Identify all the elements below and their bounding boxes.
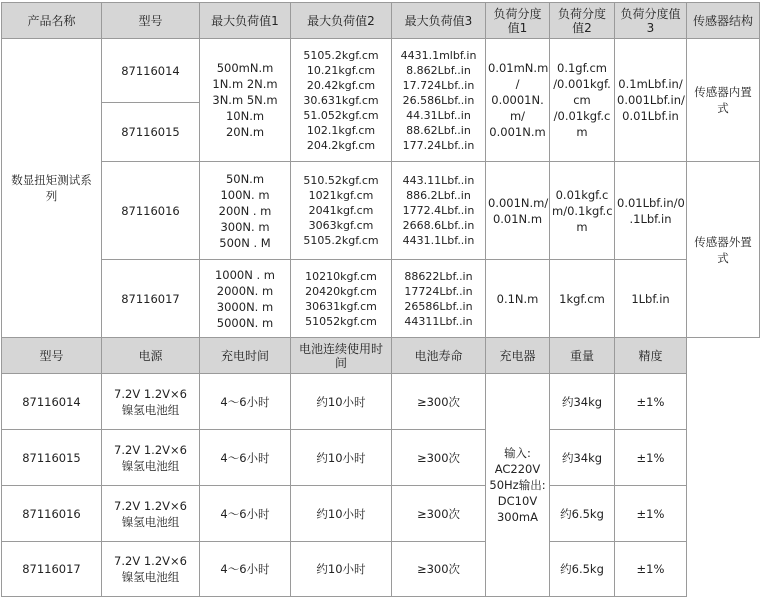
accuracy-cell: ±1% (615, 374, 687, 430)
battery-life-cell: ≥300次 (392, 542, 486, 597)
header-max-load-2: 最大负荷值2 (291, 3, 392, 39)
max-load-1-cell (200, 162, 291, 260)
sensor-structure-cell: 传感器内置 式 (687, 39, 760, 162)
header-product-name: 产品名称 (2, 3, 102, 39)
max-load-2-cell: 10210kgf.cm 20420kgf.cm 30631kgf.cm 51052kgf.cm (291, 260, 392, 338)
division-2-cell: 0.01kgf.c m/0.1kgf.c m (550, 162, 615, 260)
division-1-cell: 0.001N.m/ 0.01N.m (486, 162, 550, 260)
charge-time-cell: 4～6小时 (200, 486, 291, 542)
max-load-3-cell: 443.11Lbf..in 886.2Lbf..in 1772.4Lbf..in 2668.6Lbf..in 4431.1Lbf..in (392, 162, 486, 260)
header-division-2: 负荷分度 值2 (550, 3, 615, 39)
weight-cell: 约34kg (550, 430, 615, 486)
header2-battery-life: 电池寿命 (392, 338, 486, 374)
model-cell: 87116016 (2, 486, 102, 542)
division-3-cell: 1Lbf.in (615, 260, 687, 338)
accuracy-cell: ±1% (615, 542, 687, 597)
header-division-3: 负荷分度值 3 (615, 3, 687, 39)
table-row (2, 542, 760, 597)
charge-time-cell: 4～6小时 (200, 374, 291, 430)
division-3-cell: 0.01Lbf.in/0 .1Lbf.in (615, 162, 687, 260)
sensor-structure-cell: 传感器外置 式 (687, 162, 760, 338)
table-row (2, 260, 760, 338)
power-cell: 7.2V 1.2V×6 镍氢电池组 (102, 374, 200, 430)
weight-cell: 约34kg (550, 374, 615, 430)
max-load-1-text: 50N.m 100N. m 200N . m 300N. m 500N . M (218, 171, 272, 250)
torque-spec-table (1, 2, 760, 597)
power-cell: 7.2V 1.2V×6 镍氢电池组 (102, 542, 200, 597)
model-cell: 87116015 (102, 103, 200, 162)
header-max-load-1: 最大负荷值1 (200, 3, 291, 39)
header2-model: 型号 (2, 338, 102, 374)
max-load-1-text: 1000N . m 2000N. m 3000N. m 5000N. m (214, 267, 276, 330)
model-cell: 87116015 (2, 430, 102, 486)
max-load-2-cell: 5105.2kgf.cm 10.21kgf.cm 20.42kgf.cm 30.631kgf.cm 51.052kgf.cm 102.1kgf.cm 204.2kgf.cm (291, 39, 392, 162)
battery-use-cell: 约10小时 (291, 374, 392, 430)
header2-charge-time: 充电时间 (200, 338, 291, 374)
max-load-1-text: 500mN.m 1N.m 2N.m 3N.m 5N.m 10N.m 20N.m (212, 61, 278, 139)
division-2-cell: 1kgf.cm (550, 260, 615, 338)
power-cell: 7.2V 1.2V×6 镍氢电池组 (102, 486, 200, 542)
model-cell: 87116014 (2, 374, 102, 430)
header2-battery-use: 电池连续使用时 间 (291, 338, 392, 374)
spec-header-row (2, 3, 760, 39)
power-header-row (2, 338, 760, 374)
battery-use-cell: 约10小时 (291, 486, 392, 542)
accuracy-cell: ±1% (615, 430, 687, 486)
model-cell: 87116014 (102, 39, 200, 103)
power-cell: 7.2V 1.2V×6 镍氢电池组 (102, 430, 200, 486)
table-row (2, 39, 760, 103)
battery-life-cell: ≥300次 (392, 374, 486, 430)
battery-use-cell: 约10小时 (291, 430, 392, 486)
max-load-1-cell (200, 39, 291, 162)
max-load-3-cell: 88622Lbf..in 17724Lbf..in 26586Lbf..in 44311Lbf..in (392, 260, 486, 338)
charger-cell: 输入: AC220V 50Hz输出: DC10V 300mA (486, 374, 550, 597)
header2-accuracy: 精度 (615, 338, 687, 374)
battery-use-cell: 约10小时 (291, 542, 392, 597)
table-row (2, 486, 760, 542)
max-load-3-cell: 4431.1mlbf.in 8.862Lbf..in 17.724Lbf..in 26.586Lbf..in 44.31Lbf..in 88.62Lbf..in 177.24Lbf..in (392, 39, 486, 162)
model-cell: 87116016 (102, 162, 200, 260)
header-model: 型号 (102, 3, 200, 39)
charge-time-cell: 4～6小时 (200, 430, 291, 486)
model-cell: 87116017 (102, 260, 200, 338)
weight-cell: 约6.5kg (550, 542, 615, 597)
table-row (2, 162, 760, 260)
table-row (2, 430, 760, 486)
header2-weight: 重量 (550, 338, 615, 374)
division-2-cell: 0.1gf.cm /0.001kgf. cm /0.01kgf.c m (550, 39, 615, 162)
product-name-cell: 数显扭矩测试系 列 (2, 39, 102, 338)
table-row (2, 374, 760, 430)
division-1-cell: 0.1N.m (486, 260, 550, 338)
header-sensor-structure: 传感器结构 (687, 3, 760, 39)
model-cell: 87116017 (2, 542, 102, 597)
max-load-2-cell: 510.52kgf.cm 1021kgf.cm 2041kgf.cm 3063kgf.cm 5105.2kgf.cm (291, 162, 392, 260)
charge-time-cell: 4～6小时 (200, 542, 291, 597)
header2-power: 电源 (102, 338, 200, 374)
max-load-1-cell (200, 260, 291, 338)
header-max-load-3: 最大负荷值3 (392, 3, 486, 39)
division-3-cell: 0.1mLbf.in/ 0.001Lbf.in/ 0.01Lbf.in (615, 39, 687, 162)
weight-cell: 约6.5kg (550, 486, 615, 542)
division-1-cell: 0.01mN.m / 0.0001N. m/ 0.001N.m (486, 39, 550, 162)
accuracy-cell: ±1% (615, 486, 687, 542)
header2-charger: 充电器 (486, 338, 550, 374)
battery-life-cell: ≥300次 (392, 486, 486, 542)
battery-life-cell: ≥300次 (392, 430, 486, 486)
header-division-1: 负荷分度 值1 (486, 3, 550, 39)
